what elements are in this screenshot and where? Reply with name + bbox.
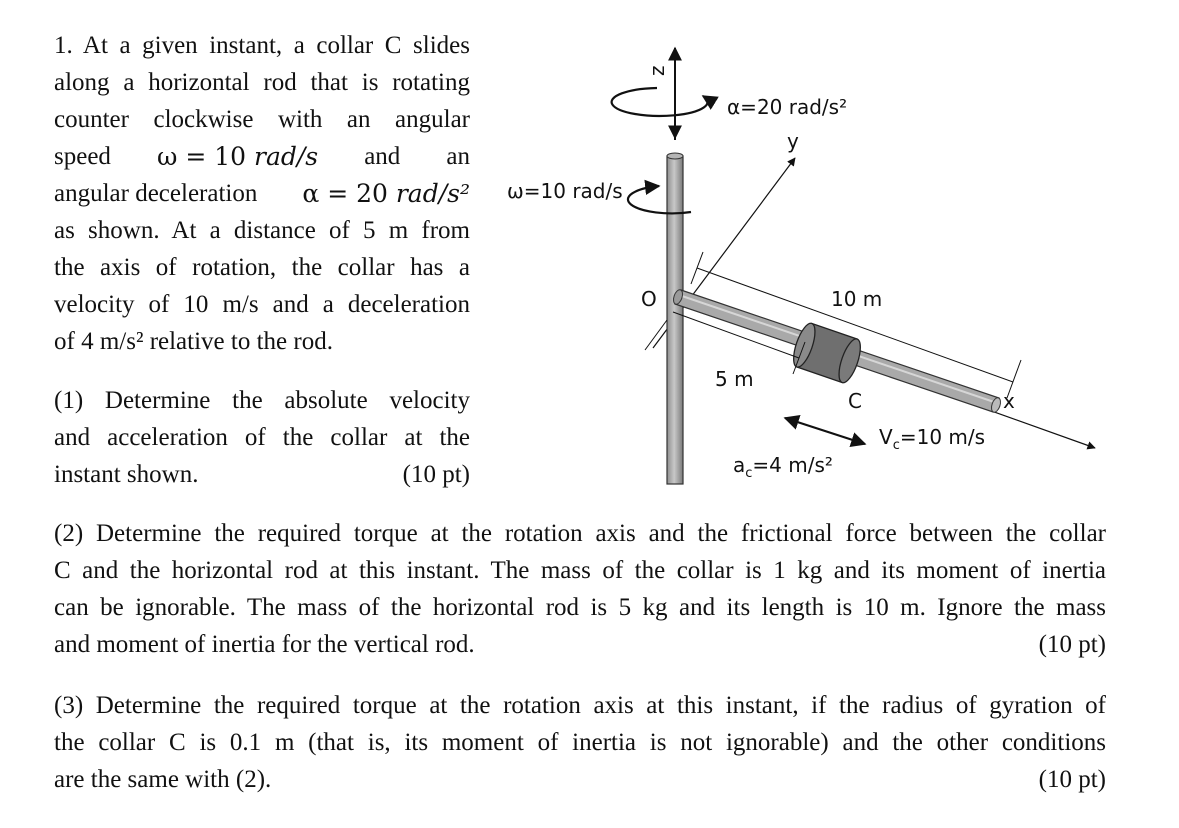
question-3 — [54, 687, 1106, 798]
and-word: and — [364, 143, 401, 170]
problem-statement — [54, 27, 470, 360]
omega-expression — [157, 138, 318, 175]
collar-rod-diagram — [505, 40, 1105, 490]
rest-line-3: velocity of 10 m/s and a deceleration — [54, 291, 470, 318]
q2-last-text: and moment of inertia for the vertical rod. — [54, 631, 475, 658]
velocity-symbol: V — [879, 425, 893, 449]
q1-last-line — [54, 456, 470, 493]
intro-line-2: along a horizontal rod that is rotating — [54, 69, 470, 96]
acceleration-label — [733, 453, 833, 481]
q3-line-1: (3) Determine the required torque at the rotation axis at this instant, if the radius of gyration of — [54, 692, 1106, 719]
collar-label: C — [848, 389, 862, 413]
deceleration-prefix: angular deceleration — [54, 180, 258, 207]
rest-line-1: as shown. At a distance of 5 m from — [54, 217, 470, 244]
velocity-value: =10 m/s — [899, 425, 986, 449]
intro-line-3: counter clockwise with an angular — [54, 106, 470, 133]
acceleration-value: =4 m/s² — [752, 453, 833, 477]
q2-last-line — [54, 626, 1106, 663]
q1-line-1: (1) Determine the absolute velocity — [54, 387, 470, 414]
speed-line — [54, 138, 470, 175]
q1-points: (10 pt) — [402, 461, 470, 488]
alpha-expression — [302, 175, 470, 212]
alpha-unit: rad/s² — [395, 179, 470, 208]
collar-motion-arrow — [785, 418, 865, 444]
rest-line-4: of 4 m/s² relative to the rod. — [54, 328, 333, 355]
q3-points: (10 pt) — [1038, 766, 1106, 793]
acceleration-symbol: a — [733, 453, 746, 477]
q2-line-3: can be ignorable. The mass of the horizontal rod is 5 kg and its length is 10 m. Ignore the mass — [54, 594, 1106, 621]
intro-line-1: 1. At a given instant, a collar C slides — [54, 32, 470, 59]
q2-line-2: C and the horizontal rod at this instant. The mass of the collar is 1 kg and its moment of inertia — [54, 557, 1106, 584]
omega-unit: rad/s — [254, 142, 319, 171]
origin-label: O — [641, 287, 657, 311]
velocity-subscript: c — [892, 438, 900, 453]
omega-label: ω=10 rad/s — [507, 179, 623, 203]
alpha-equation: α = 20 — [302, 179, 388, 208]
deceleration-line — [54, 175, 470, 212]
q3-line-2: the collar C is 0.1 m (that is, its moment of inertia is not ignorable) and the other conditions — [54, 729, 1106, 756]
x-axis-label: x — [1003, 389, 1015, 413]
an-word: an — [446, 143, 470, 170]
q1-last-text: instant shown. — [54, 461, 199, 488]
omega-equation: ω = 10 — [157, 142, 247, 171]
vertical-rod — [667, 156, 683, 484]
y-axis-label: y — [787, 129, 799, 153]
velocity-label — [879, 425, 985, 453]
z-axis-label: z — [645, 65, 669, 76]
acceleration-subscript: c — [745, 466, 753, 481]
q2-points: (10 pt) — [1038, 631, 1106, 658]
question-1 — [54, 382, 470, 493]
q1-line-2: and acceleration of the collar at the — [54, 424, 470, 451]
q3-last-text: are the same with (2). — [54, 766, 272, 793]
distance-label: 5 m — [715, 367, 754, 391]
q3-last-line — [54, 761, 1106, 798]
speed-word: speed — [54, 143, 111, 170]
alpha-rotation-arrow — [612, 88, 708, 116]
length-label: 10 m — [831, 287, 883, 311]
q2-line-1: (2) Determine the required torque at the rotation axis and the frictional force between the collar — [54, 520, 1106, 547]
alpha-label: α=20 rad/s² — [727, 95, 848, 119]
question-2 — [54, 515, 1106, 663]
rest-line-2: the axis of rotation, the collar has a — [54, 254, 470, 281]
